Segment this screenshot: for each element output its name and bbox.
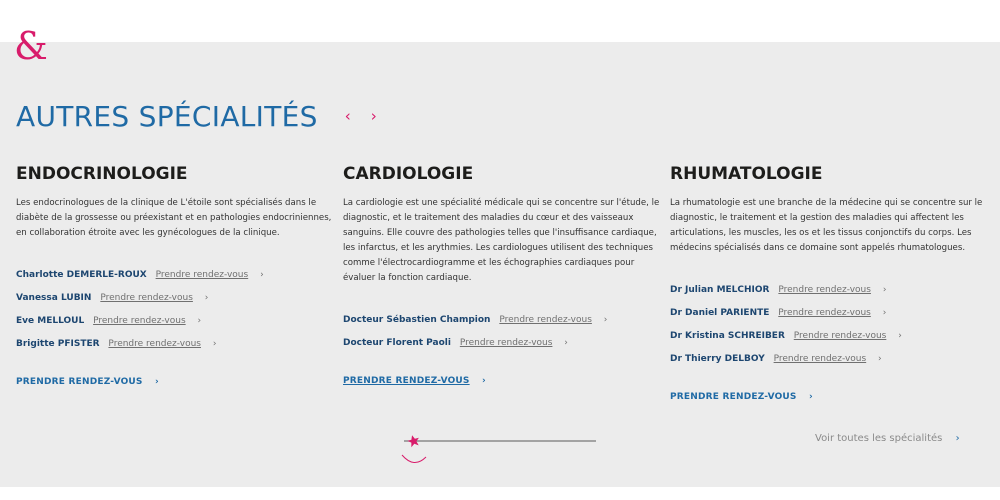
chevron-right-icon[interactable]: ›	[898, 331, 902, 341]
chevron-right-icon[interactable]: ›	[878, 354, 882, 364]
appointment-link[interactable]: Prendre rendez-vous	[459, 338, 553, 348]
chevron-right-icon[interactable]: ›	[370, 107, 377, 125]
chevron-right-icon[interactable]: ›	[564, 338, 568, 348]
specialty-title: CARDIOLOGIE	[343, 164, 474, 184]
appointment-link[interactable]: Prendre rendez-vous	[93, 316, 186, 326]
chevron-right-icon[interactable]: ›	[882, 285, 887, 295]
ampersand-logo: &	[14, 24, 48, 68]
doctor-row	[670, 348, 988, 371]
chevron-right-icon[interactable]: ›	[882, 308, 887, 318]
specialty-title: ENDOCRINOLOGIE	[16, 164, 188, 184]
doctor-name: Brigitte PFISTER	[16, 339, 100, 349]
chevron-right-icon[interactable]: ›	[955, 433, 960, 444]
doctor-name: Dr Daniel PARIENTE	[670, 308, 770, 318]
doctor-name: Vanessa LUBIN	[16, 293, 92, 303]
appointment-link[interactable]: Prendre rendez-vous	[155, 270, 249, 280]
doctor-row	[670, 279, 988, 302]
doctor-name: Dr Thierry DELBOY	[670, 354, 765, 364]
appointment-link[interactable]: Prendre rendez-vous	[100, 293, 193, 303]
appointment-link[interactable]: Prendre rendez-vous	[108, 339, 201, 349]
see-all-label[interactable]: Voir toutes les spécialités	[815, 433, 943, 444]
appointment-link[interactable]: Prendre rendez-vous	[499, 315, 592, 325]
see-all-specialties-link[interactable]	[815, 433, 960, 444]
section-header	[16, 98, 380, 134]
book-appointment-button[interactable]	[670, 392, 988, 402]
slider-swoosh	[402, 455, 426, 463]
section-title: AUTRES SPÉCIALITÉS	[16, 99, 318, 133]
chevron-left-icon[interactable]: ‹	[344, 107, 351, 125]
doctor-name: Docteur Sébastien Champion	[343, 315, 491, 325]
doctor-list	[670, 279, 988, 371]
specialty-title: RHUMATOLOGIE	[670, 164, 823, 184]
doctor-row	[16, 310, 334, 333]
doctor-name: Dr Kristina SCHREIBER	[670, 331, 785, 341]
chevron-right-icon[interactable]: ›	[204, 293, 209, 303]
appointment-link[interactable]: Prendre rendez-vous	[773, 354, 867, 364]
doctor-name: Charlotte DEMERLE-ROUX	[16, 270, 147, 280]
doctor-row	[343, 309, 661, 332]
doctor-row	[16, 333, 334, 356]
book-appointment-button[interactable]	[343, 376, 661, 386]
book-appointment-button[interactable]	[16, 377, 334, 387]
cta-label[interactable]: PRENDRE RENDEZ-VOUS	[670, 392, 797, 402]
doctor-row	[670, 325, 988, 348]
appointment-link[interactable]: Prendre rendez-vous	[778, 285, 871, 295]
specialty-description: La rhumatologie est une branche de la médecine qui se concentre sur le diagnostic, le traitement et la gestion des maladies qui affectent les articulations, les muscles, les os et les tissus conjonctifs du corps. Les médecins spécialisés dans ce domaine sont appelés rhumatologues.	[670, 198, 983, 253]
specialty-card-rhumatologie	[670, 164, 988, 402]
specialty-description: Les endocrinologues de la clinique de L'étoile sont spécialisés dans le diabète de la grossesse ou préexistant et en pathologies endocriniennes, en collaboration étroite avec les gynécologues de la clinique.	[16, 198, 332, 238]
appointment-link[interactable]: Prendre rendez-vous	[778, 308, 871, 318]
chevron-right-icon[interactable]: ›	[260, 270, 264, 280]
specialty-card-endocrinologie	[16, 164, 334, 387]
doctor-row	[16, 287, 334, 310]
doctor-row	[343, 332, 661, 355]
carousel-progress-slider[interactable]	[400, 431, 600, 471]
chevron-right-icon[interactable]: ›	[154, 377, 159, 387]
cta-label[interactable]: PRENDRE RENDEZ-VOUS	[343, 376, 470, 386]
appointment-link[interactable]: Prendre rendez-vous	[793, 331, 887, 341]
doctor-name: Dr Julian MELCHIOR	[670, 285, 770, 295]
slider-graphic	[400, 431, 600, 471]
chevron-right-icon[interactable]: ›	[603, 315, 608, 325]
chevron-right-icon[interactable]: ›	[212, 339, 217, 349]
specialty-description: La cardiologie est une spécialité médicale qui se concentre sur l'étude, le diagnostic, et le traitement des maladies du cœur et des vaisseaux sanguins. Elle couvre des pathologies telles que l'insuffisance cardiaque, les infarctus, et les arythmies. Les cardiologues utilisent des techniques comme l'électrocardiogramme et les échographies cardiaques pour évaluer la fonction cardiaque.	[343, 198, 660, 283]
cta-label[interactable]: PRENDRE RENDEZ-VOUS	[16, 377, 143, 387]
doctor-list	[343, 309, 661, 355]
doctor-row	[16, 264, 334, 287]
doctor-name: Eve MELLOUL	[16, 316, 85, 326]
doctor-list	[16, 264, 334, 356]
chevron-right-icon[interactable]: ›	[808, 392, 813, 402]
chevron-right-icon[interactable]: ›	[481, 376, 486, 386]
chevron-right-icon[interactable]: ›	[197, 316, 202, 326]
specialty-card-cardiologie	[343, 164, 661, 386]
doctor-row	[670, 302, 988, 325]
doctor-name: Docteur Florent Paoli	[343, 338, 451, 348]
